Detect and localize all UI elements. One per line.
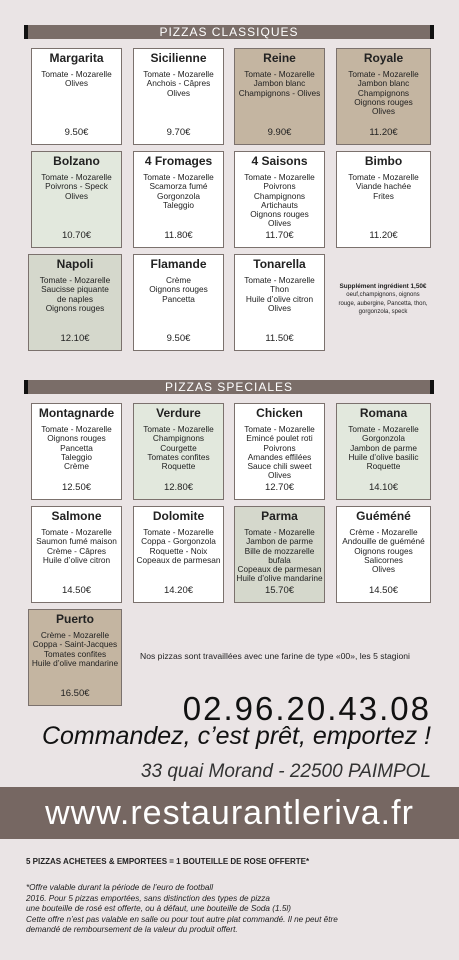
section-banner-speciales: [26, 380, 432, 394]
pizza-name: Sicilienne: [150, 51, 207, 65]
pizza-card: [133, 48, 224, 145]
pizza-ingredients: Tomate - Mozarelle Thon Huile d’olive citron Olives: [244, 275, 315, 313]
phone-number: 02.96.20.43.08: [182, 690, 431, 727]
address: 33 quai Morand - 22500 PAIMPOL: [140, 761, 431, 782]
pizza-price: 12.10€: [60, 333, 90, 344]
website-bar: [0, 787, 459, 839]
pizza-price: 15.70€: [264, 585, 295, 596]
pizza-name: 4 Fromages: [144, 154, 213, 168]
pizza-card: [31, 403, 122, 500]
pizza-name: Chicken: [256, 406, 303, 420]
pizza-price: 14.10€: [368, 482, 399, 493]
pizza-card: [336, 48, 431, 145]
pizza-ingredients: Tomate - Mozarelle Jambon de parme Bille de mozzarelle bufala Copeaux de parmesan Huile d’olive mandarine: [236, 527, 323, 584]
pizza-name: Napoli: [56, 257, 94, 271]
section-title: PIZZAS SPECIALES: [164, 380, 294, 394]
pizza-card: [336, 151, 431, 248]
pizza-name: Tonarella: [253, 257, 306, 271]
pizza-price: 11.70€: [265, 230, 294, 241]
pizza-card: [234, 48, 325, 145]
pizza-price: 12.50€: [61, 482, 92, 493]
pizza-card: [234, 151, 325, 248]
pizza-card: [133, 403, 224, 500]
website-url: www.restaurantleriva.fr: [45, 794, 414, 832]
pizza-price: 12.80€: [163, 482, 194, 493]
pizza-price: 11.20€: [369, 127, 398, 138]
pizza-card: [234, 403, 325, 500]
pizza-card: [336, 506, 431, 603]
section-title: PIZZAS CLASSIQUES: [159, 25, 299, 39]
pizza-name: Royale: [363, 51, 404, 65]
pizza-price: 9.70€: [166, 127, 191, 138]
slogan: Commandez, c’est prêt, emportez !: [41, 722, 431, 750]
pizza-ingredients: Tomate - Mozarelle Champignons Courgette Tomates confites Roquette: [143, 424, 214, 472]
pizza-ingredients: Tomate - Mozarelle Olives: [41, 69, 112, 89]
supplement-note: [337, 283, 429, 317]
pizza-price: 14.20€: [163, 585, 194, 596]
supplement-text: oeuf,champignons, oignons rouge, aubergine, Pancetta, thon, gorgonzola, speck: [338, 292, 428, 316]
pizza-ingredients: Tomate - Mozarelle Jambon blanc Champignons Oignons rouges Olives: [348, 69, 419, 117]
pizza-card: [133, 254, 224, 351]
pizza-price: 11.80€: [164, 230, 193, 241]
pizza-card: [336, 403, 431, 500]
pizza-price: 16.50€: [60, 688, 90, 699]
pizza-ingredients: Tomate - Mozarelle Jambon blanc Champignons - Olives: [238, 69, 321, 98]
pizza-price: 10.70€: [61, 230, 92, 241]
pizza-ingredients: Tomate - Mozarelle Saumon fumé maison Crème - Câpres Huile d’olive citron: [36, 527, 117, 565]
pizza-name: Parma: [261, 509, 298, 523]
pizza-ingredients: Tomate - Mozarelle Poivrons Champignons Artichauts Oignons rouges Olives: [244, 172, 315, 229]
pizza-name: Montagnarde: [38, 406, 115, 420]
pizza-card: [31, 48, 122, 145]
pizza-name: 4 Saisons: [251, 154, 308, 168]
pizza-card: [28, 254, 122, 351]
pizza-card: [234, 254, 325, 351]
pizza-ingredients: Tomate - Mozarelle Emincé poulet roti Poivrons Amandes effilées Sauce chili sweet Olives: [244, 424, 315, 481]
pizza-price: 12.70€: [264, 482, 295, 493]
pizza-name: Romana: [359, 406, 408, 420]
pizza-card: [31, 151, 122, 248]
pizza-ingredients: Tomate - Mozarelle Scamorza fumé Gorgonzola Taleggio: [143, 172, 214, 210]
pizza-price: 11.50€: [265, 333, 294, 344]
pizza-name: Flamande: [150, 257, 207, 271]
pizza-name: Reine: [263, 51, 296, 65]
section-banner-classiques: [26, 25, 432, 39]
pizza-ingredients: Tomate - Mozarelle Saucisse piquante de naples Oignons rouges: [39, 275, 111, 313]
pizza-card: [133, 506, 224, 603]
offer-conditions: *Offre valable durant la période de l’euro de football 2016. Pour 5 pizzas emportées, sans distinction des types de pizza une bouteille de rosé est offerte, ou à défaut, une bouteille de Soda (1.5l) Cette offre n’est pas valable en salle ou pour tout autre plat commandé. Il ne peut être demandé de remboursement de la valeur du produit offert.: [26, 883, 338, 934]
pizza-card: [133, 151, 224, 248]
pizza-name: Salmone: [51, 509, 102, 523]
pizza-price: 9.50€: [64, 127, 89, 138]
pizza-ingredients: Tomate - Mozarelle Anchois - Câpres Olives: [143, 69, 214, 98]
pizza-card: [234, 506, 325, 603]
pizza-name: Puerto: [55, 612, 94, 626]
pizza-ingredients: Tomate - Mozarelle Viande hachée Frites: [348, 172, 419, 201]
pizza-ingredients: Crème - Mozarelle Coppa - Saint-Jacques Tomates confites Huile d’olive mandarine: [31, 630, 119, 668]
pizza-price: 14.50€: [368, 585, 399, 596]
pizza-ingredients: Tomate - Mozarelle Gorgonzola Jambon de parme Huile d’olive basilic Roquette: [348, 424, 419, 472]
supplement-title: Supplément ingrédient 1,50€: [339, 283, 427, 290]
pizza-name: Guéméné: [356, 509, 411, 523]
pizza-price: 14.50€: [61, 585, 92, 596]
flour-note: Nos pizzas sont travaillées avec une farine de type «00», les 5 stagioni: [140, 651, 410, 661]
promo-headline: 5 PIZZAS ACHETEES & EMPORTEES = 1 BOUTEILLE DE ROSE OFFERTE*: [26, 857, 310, 866]
pizza-name: Bimbo: [364, 154, 403, 168]
pizza-ingredients: Crème Oignons rouges Pancetta: [149, 275, 208, 304]
pizza-name: Verdure: [156, 406, 201, 420]
pizza-ingredients: Tomate - Mozarelle Poivrons - Speck Olives: [41, 172, 112, 201]
pizza-price: 11.20€: [369, 230, 398, 241]
pizza-name: Bolzano: [53, 154, 100, 168]
pizza-name: Margarita: [49, 51, 104, 65]
pizza-name: Dolomite: [152, 509, 205, 523]
pizza-ingredients: Crème - Mozarelle Andouille de guéméné Oignons rouges Salicornes Olives: [342, 527, 425, 575]
pizza-ingredients: Tomate - Mozarelle Oignons rouges Pancetta Taleggio Crème: [41, 424, 112, 472]
pizza-ingredients: Tomate - Mozarelle Coppa - Gorgonzola Roquette - Noix Copeaux de parmesan: [136, 527, 221, 565]
pizza-card: [31, 506, 122, 603]
pizza-price: 9.50€: [166, 333, 191, 344]
pizza-price: 9.90€: [267, 127, 292, 138]
